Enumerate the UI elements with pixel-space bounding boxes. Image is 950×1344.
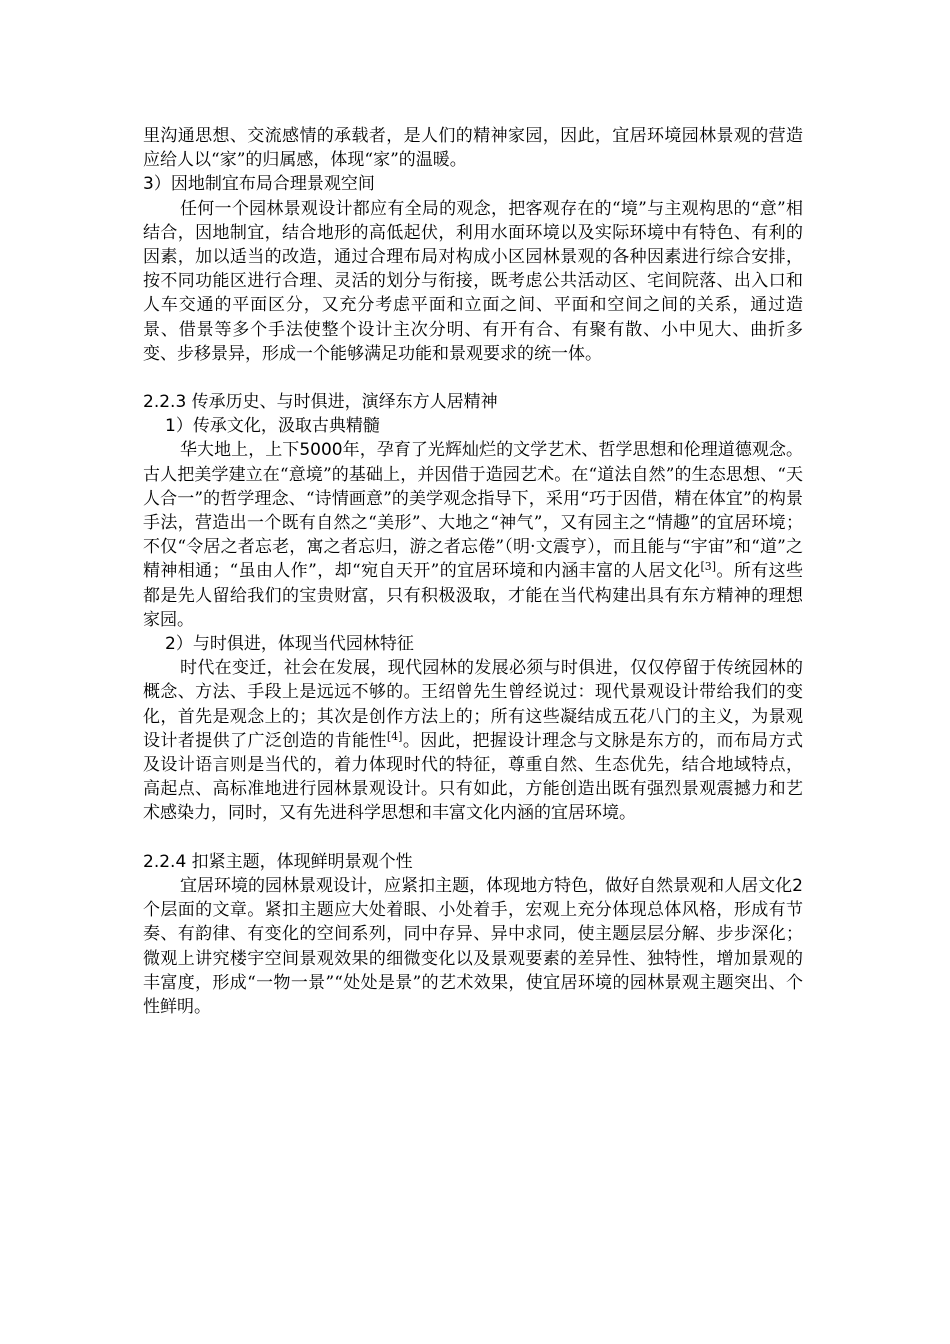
subheading-2-number: 2 <box>165 634 176 655</box>
section-heading-2-2-4 <box>143 850 803 874</box>
section-number-2-2-4: 2.2.4 <box>143 851 187 872</box>
paragraph-2-2-4-body: 宜居环境的园林景观设计，应紧扣主题，体现地方特色，做好自然景观和人居文化2个层面的文章。紧扣主题应大处着眼、小处着手，宏观上充分体现总体风格，形成有节奏、有韵律、有变化的空间系列，同中存异、异中求同，使主题层层分解、步步深化；微观上讲究楼宇空间景观效果的细微变化以及景观要素的差异性、独特性，增加景观的丰富度，形成“一物一景”“处处是景”的艺术效果，使宜居环境的园林景观主题突出、个性鲜明。 <box>143 875 803 1017</box>
subheading-1-title: ）传承文化，汲取古典精髓 <box>175 416 380 437</box>
section-heading-2-2-3 <box>143 390 803 414</box>
citation-3: [3] <box>700 560 717 574</box>
subheading-3-number: 3 <box>143 174 154 195</box>
section-title-2-2-3: 传承历史、与时俱进，演绎东方人居精神 <box>186 392 498 413</box>
section-number-2-2-3: 2.2.3 <box>143 392 187 413</box>
subheading-2-title: ）与时俱进，体现当代园林特征 <box>175 634 414 655</box>
year-number: 5000 <box>299 440 343 461</box>
subheading-2 <box>143 632 803 656</box>
subheading-1 <box>143 414 803 438</box>
subheading-3-title: ）因地制宜布局合理景观空间 <box>153 174 375 195</box>
section-title-2-2-4: 扣紧主题，体现鲜明景观个性 <box>186 851 413 872</box>
subheading-3 <box>143 172 803 196</box>
citation-4: [4] <box>386 729 403 743</box>
paragraph-3-body: 任何一个园林景观设计都应有全局的观念，把客观存在的“境”与主观构思的“意”相结合，因地制宜，结合地形的高低起伏，利用水面环境以及实际环境中有特色、有利的因素，加以适当的改造，通过合理布局对构成小区园林景观的各种因素进行综合安排，按不同功能区进行合理、灵活的划分与衔接，既考虑公共活动区、宅间院落、出入口和人车交通的平面区分，又充分考虑平面和立面之间、平面和空间之间的关系，通过造景、借景等多个手法使整个设计主次分明、有开有合、有聚有散、小中见大、曲折多变、步移景异，形成一个能够满足功能和景观要求的统一体。 <box>143 198 803 364</box>
paragraph-2-body: 时代在变迁，社会在发展，现代园林的发展必须与时俱进，仅仅停留于传统园林的概念、方法、手段上是远远不够的。王绍曾先生曾经说过：现代景观设计带给我们的变化，首先是观念上的；其次是创作方法上的；所有这些凝结成五花八门的主义，为景观设计者提供了广泛创造的肯能性[4]。因此，把握设计理念与文脉是东方的，而布局方式及设计语言则是当代的，着力体现时代的特征，尊重自然、生态优先，结合地域特点，高起点、高标准地进行园林景观设计。只有如此，方能创造出既有强烈景观震撼力和艺术感染力，同时，又有先进科学思想和丰富文化内涵的宜居环境。 <box>143 658 804 824</box>
document-page <box>143 124 803 1019</box>
paragraph-1-body: 华大地上，上下5000年，孕育了光辉灿烂的文学艺术、哲学思想和伦理道德观念。古人把美学建立在“意境”的基础上，并因借于造园艺术。在“道法自然”的生态思想、“天人合一”的哲学理念、“诗情画意”的美学观念指导下，采用“巧于因借，精在体宜”的构景手法，营造出一个既有自然之“美形”、大地之“神气”，又有园主之“情趣”的宜居环境；不仅“令居之者忘老，寓之者忘归，游之者忘倦”（明·文震亨），而且能与“宇宙”和“道”之精神相通；“虽由人作”，却“宛自天开”的宜居环境和内涵丰富的人居文化[3]。所有这些都是先人留给我们的宝贵财富，只有积极汲取，才能在当代构建出具有东方精神的理想家园。 <box>143 440 804 630</box>
count-number: 2 <box>792 875 803 896</box>
subheading-1-number: 1 <box>165 416 176 437</box>
paragraph-continued: 里沟通思想、交流感情的承载者，是人们的精神家园，因此，宜居环境园林景观的营造应给人以“家”的归属感，体现“家”的温暖。 <box>143 126 803 171</box>
